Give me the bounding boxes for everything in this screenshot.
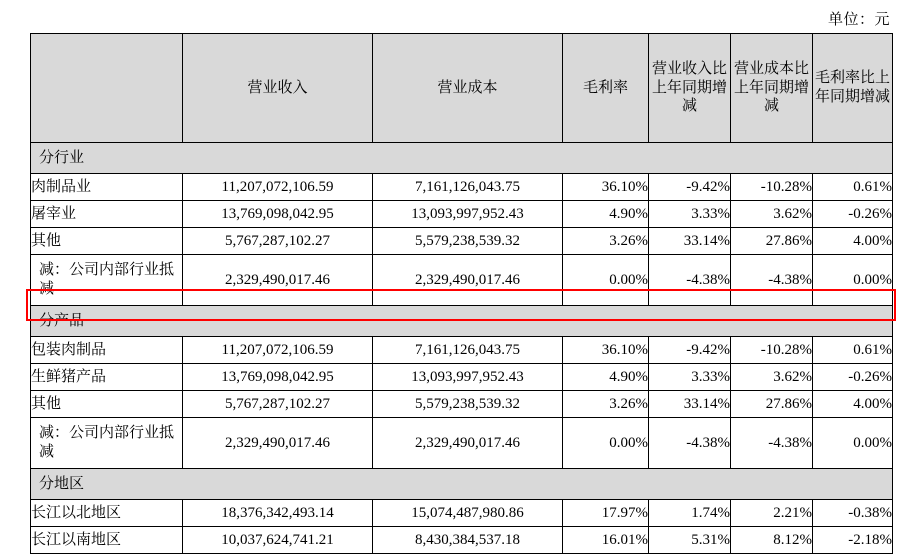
cell-margin: 4.90%: [563, 201, 649, 228]
cell-cost-yoy: 2.21%: [731, 500, 813, 527]
section-header-row: [31, 143, 893, 174]
cell-revenue: 13,769,098,042.95: [183, 201, 373, 228]
column-header-revenue: 营业收入: [183, 34, 373, 143]
cell-margin: 17.97%: [563, 500, 649, 527]
section-title: 分地区: [31, 469, 893, 500]
cell-revenue-yoy: 3.33%: [649, 201, 731, 228]
cell-cost: 7,161,126,043.75: [373, 174, 563, 201]
row-label: 长江以北地区: [31, 500, 183, 527]
cell-cost-yoy: 27.86%: [731, 391, 813, 418]
cell-revenue: 5,767,287,102.27: [183, 391, 373, 418]
row-label: 减：公司内部行业抵减: [31, 418, 183, 469]
table-row: [31, 418, 893, 469]
table-row: [31, 391, 893, 418]
cell-cost: 8,430,384,537.18: [373, 527, 563, 554]
cell-cost-yoy: -4.38%: [731, 418, 813, 469]
row-label: 生鲜猪产品: [31, 364, 183, 391]
cell-margin-yoy: -0.26%: [813, 364, 893, 391]
cell-margin: 3.26%: [563, 228, 649, 255]
table-row: [31, 255, 893, 306]
row-label: 屠宰业: [31, 201, 183, 228]
column-header-category: [31, 34, 183, 143]
cell-cost: 13,093,997,952.43: [373, 201, 563, 228]
row-label: 减：公司内部行业抵减: [31, 255, 183, 306]
table-row: [31, 500, 893, 527]
cell-cost: 7,161,126,043.75: [373, 337, 563, 364]
cell-cost: 5,579,238,539.32: [373, 228, 563, 255]
column-header-cost: 营业成本: [373, 34, 563, 143]
cell-revenue-yoy: 33.14%: [649, 391, 731, 418]
table-row: [31, 174, 893, 201]
row-label: 肉制品业: [31, 174, 183, 201]
cell-revenue-yoy: -4.38%: [649, 255, 731, 306]
column-header-revenue-yoy: 营业收入比上年同期增减: [649, 34, 731, 143]
financial-table-wrapper: [30, 33, 892, 554]
cell-revenue: 2,329,490,017.46: [183, 255, 373, 306]
column-header-cost-yoy: 营业成本比上年同期增减: [731, 34, 813, 143]
table-row: [31, 228, 893, 255]
cell-revenue: 11,207,072,106.59: [183, 174, 373, 201]
cell-cost: 15,074,487,980.86: [373, 500, 563, 527]
table-row: [31, 527, 893, 554]
cell-cost: 2,329,490,017.46: [373, 418, 563, 469]
cell-margin-yoy: 0.00%: [813, 418, 893, 469]
cell-margin-yoy: 4.00%: [813, 228, 893, 255]
cell-margin: 0.00%: [563, 418, 649, 469]
cell-margin-yoy: 4.00%: [813, 391, 893, 418]
cell-cost-yoy: 3.62%: [731, 364, 813, 391]
section-header-row: [31, 306, 893, 337]
cell-revenue: 10,037,624,741.21: [183, 527, 373, 554]
cell-margin: 16.01%: [563, 527, 649, 554]
table-header-row: [31, 34, 893, 143]
cell-revenue-yoy: 33.14%: [649, 228, 731, 255]
table-body: [31, 143, 893, 554]
cell-revenue: 13,769,098,042.95: [183, 364, 373, 391]
cell-margin-yoy: -0.26%: [813, 201, 893, 228]
cell-margin-yoy: -2.18%: [813, 527, 893, 554]
cell-margin: 4.90%: [563, 364, 649, 391]
cell-cost-yoy: 3.62%: [731, 201, 813, 228]
section-header-row: [31, 469, 893, 500]
column-header-gross-margin: 毛利率: [563, 34, 649, 143]
cell-cost-yoy: -10.28%: [731, 174, 813, 201]
cell-revenue-yoy: 3.33%: [649, 364, 731, 391]
section-title: 分行业: [31, 143, 893, 174]
cell-revenue-yoy: -4.38%: [649, 418, 731, 469]
cell-cost: 13,093,997,952.43: [373, 364, 563, 391]
table-row-highlighted: [31, 337, 893, 364]
cell-revenue-yoy: 5.31%: [649, 527, 731, 554]
cell-cost: 2,329,490,017.46: [373, 255, 563, 306]
cell-cost-yoy: 27.86%: [731, 228, 813, 255]
row-label: 其他: [31, 228, 183, 255]
cell-margin: 36.10%: [563, 174, 649, 201]
cell-revenue: 5,767,287,102.27: [183, 228, 373, 255]
table-row: [31, 364, 893, 391]
table-row: [31, 201, 893, 228]
financial-table: [30, 33, 893, 554]
cell-revenue-yoy: -9.42%: [649, 174, 731, 201]
cell-margin-yoy: 0.00%: [813, 255, 893, 306]
cell-revenue-yoy: 1.74%: [649, 500, 731, 527]
cell-cost-yoy: -4.38%: [731, 255, 813, 306]
cell-margin-yoy: 0.61%: [813, 174, 893, 201]
row-label: 其他: [31, 391, 183, 418]
row-label: 包装肉制品: [31, 337, 183, 364]
cell-margin: 0.00%: [563, 255, 649, 306]
cell-margin-yoy: -0.38%: [813, 500, 893, 527]
cell-revenue: 18,376,342,493.14: [183, 500, 373, 527]
cell-cost: 5,579,238,539.32: [373, 391, 563, 418]
cell-margin: 36.10%: [563, 337, 649, 364]
table-header: [31, 34, 893, 143]
column-header-margin-yoy: 毛利率比上年同期增减: [813, 34, 893, 143]
unit-note: 单位：元: [827, 12, 890, 28]
cell-margin-yoy: 0.61%: [813, 337, 893, 364]
cell-cost-yoy: 8.12%: [731, 527, 813, 554]
cell-revenue: 11,207,072,106.59: [183, 337, 373, 364]
section-title: 分产品: [31, 306, 893, 337]
cell-revenue: 2,329,490,017.46: [183, 418, 373, 469]
cell-revenue-yoy: -9.42%: [649, 337, 731, 364]
cell-cost-yoy: -10.28%: [731, 337, 813, 364]
cell-margin: 3.26%: [563, 391, 649, 418]
row-label: 长江以南地区: [31, 527, 183, 554]
